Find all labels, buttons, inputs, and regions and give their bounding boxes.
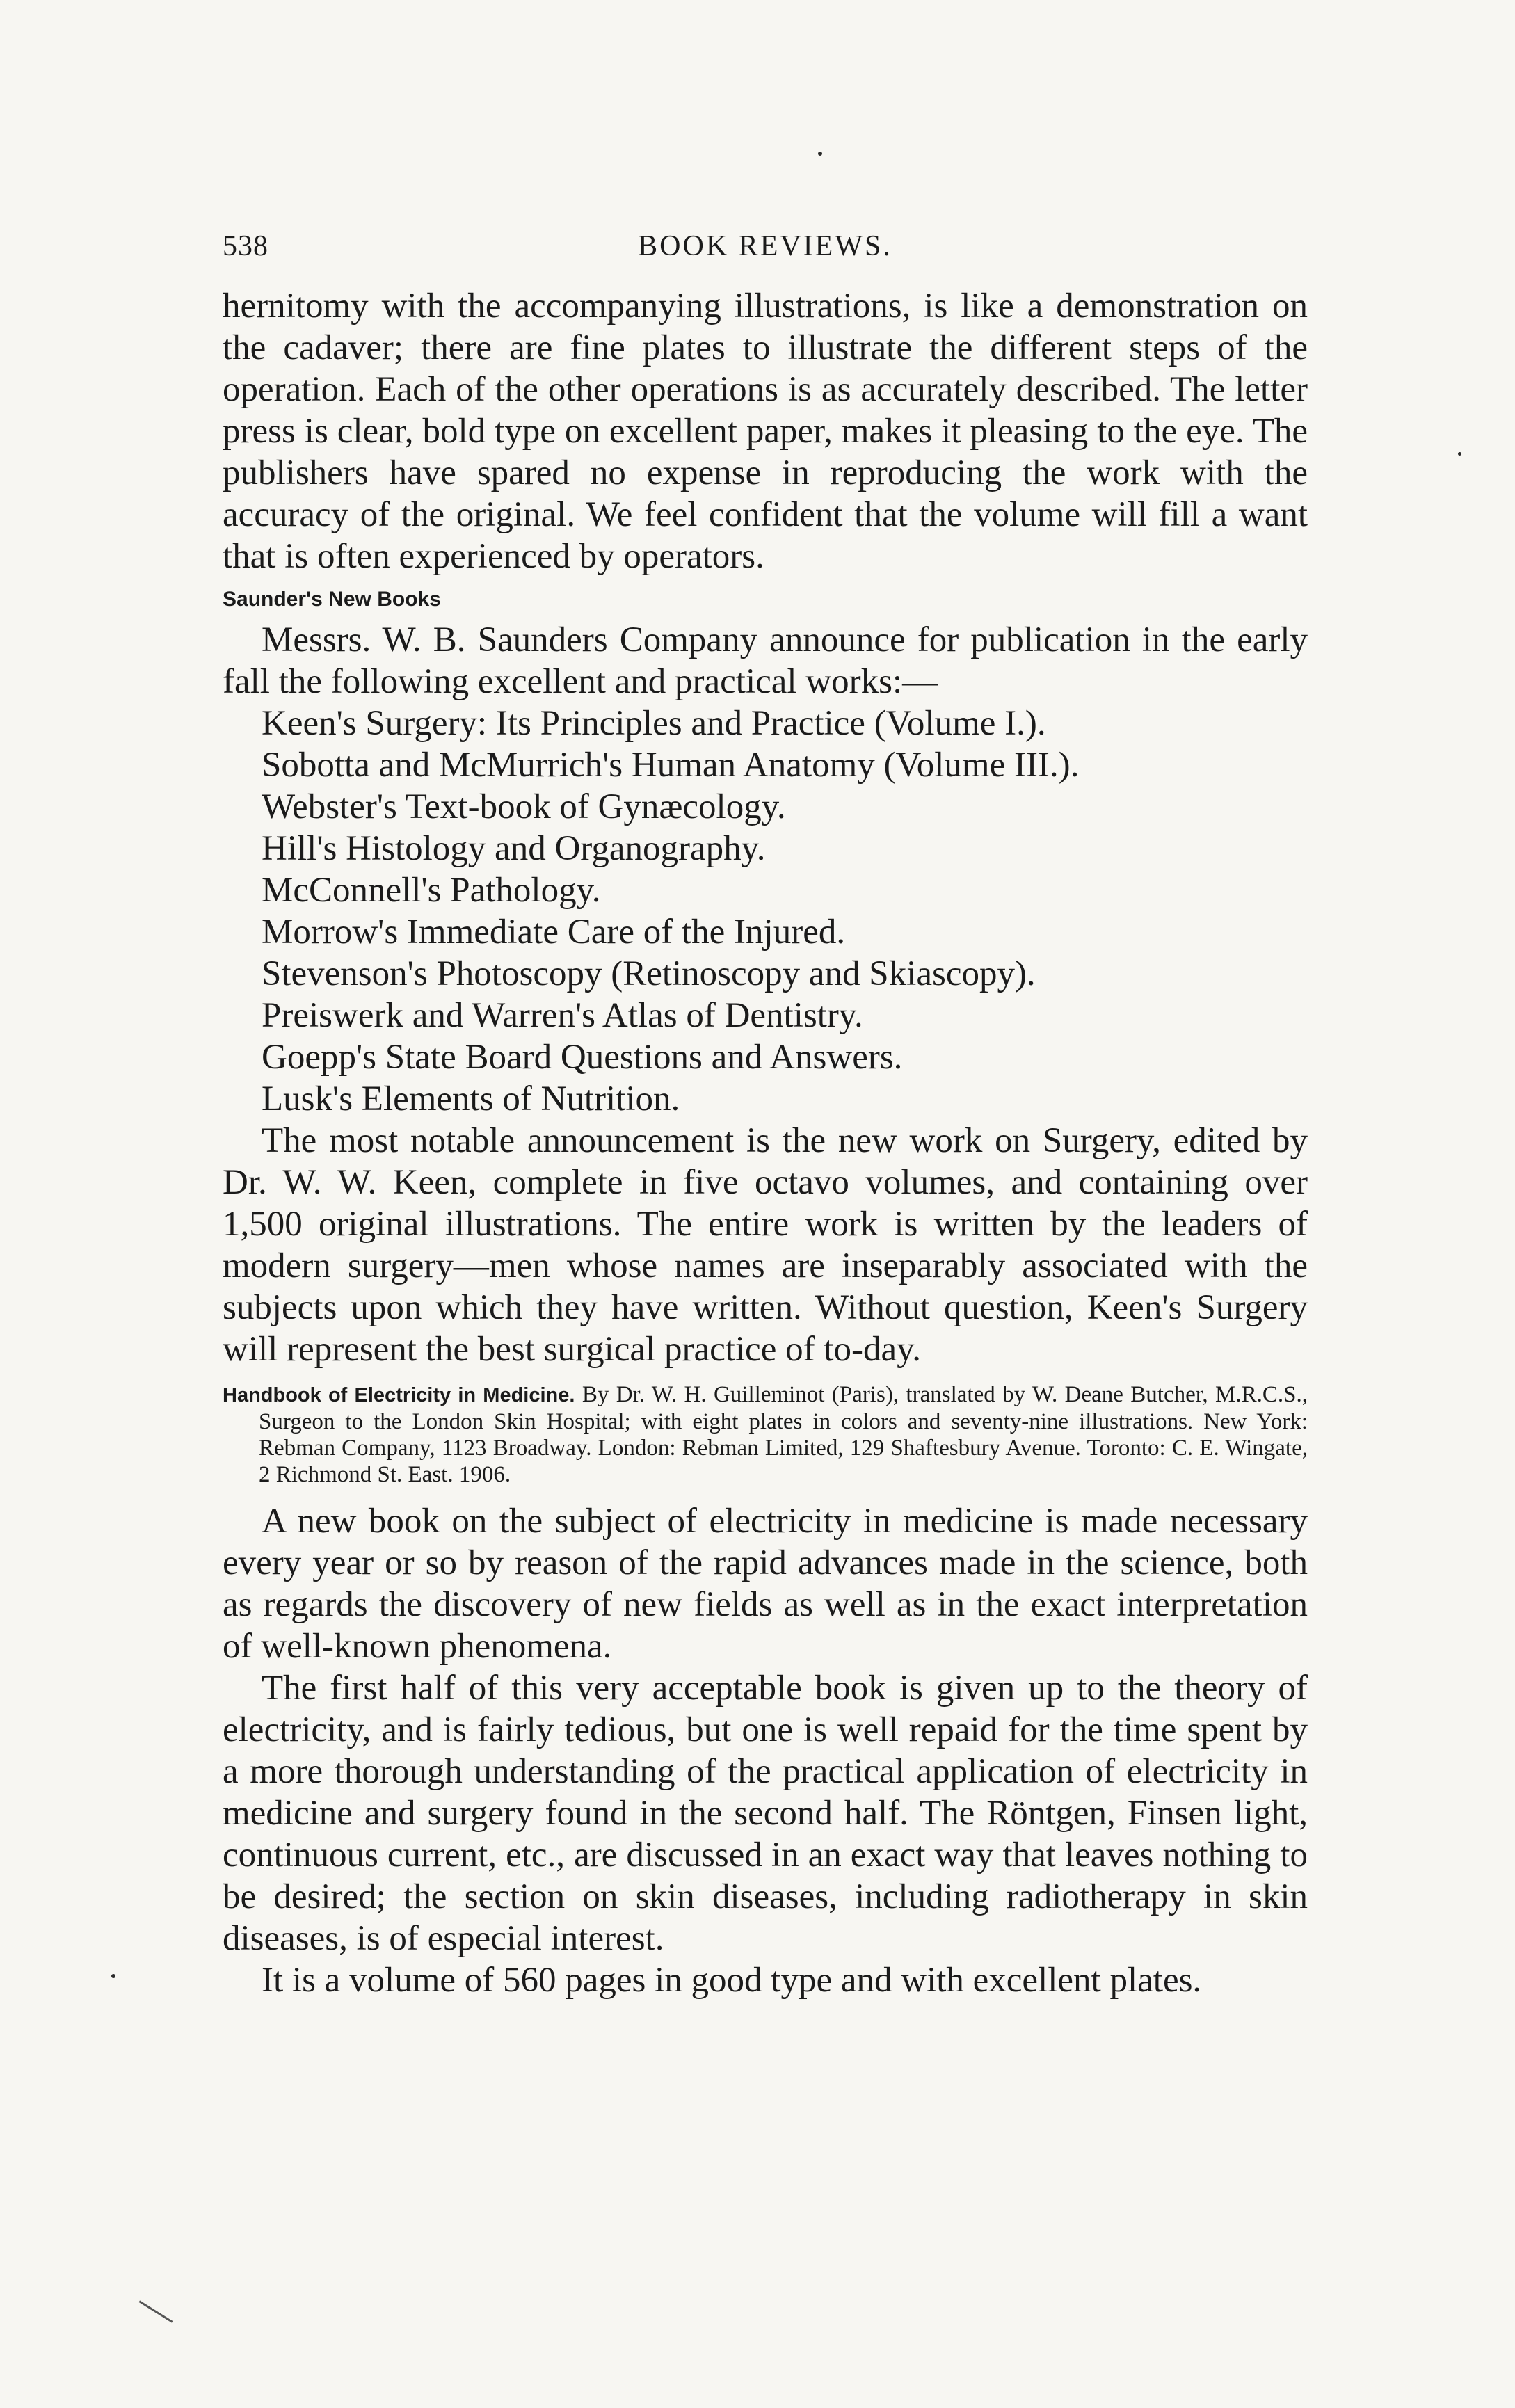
book-list-item: McConnell's Pathology. <box>262 871 601 910</box>
book-list-item: Hill's Histology and Organography. <box>262 829 766 868</box>
review-paragraph: A new book on the subject of electricity in medicine is made necessary every year or so by reason of the rapid advances made in the science, both as regards the discovery of new fields as well as in the exact interpretation of well-known phenomena. <box>223 1502 1308 1666</box>
book-list-item: Sobotta and McMurrich's Human Anatomy (Volume III.). <box>262 746 1080 785</box>
handbook-citation-details: By Dr. W. H. Guilleminot (Paris), translated by W. Deane Butcher, M.R.C.S., Surgeon to the London Skin Hospital; with eight plates in colors and seventy-nine illustrations. New York: Rebman Company, 1123 Broadway. London: Rebman Limited, 129 Shaftesbury Avenue. Toronto: C. E. Wingate, 2 Richmond St. East. 1906. <box>259 1382 1308 1487</box>
book-list-item: Webster's Text-book of Gynæcology. <box>262 787 786 826</box>
book-list-item: Goepp's State Board Questions and Answers. <box>262 1038 903 1077</box>
page-number: 538 <box>223 230 268 262</box>
page-header <box>223 230 1308 285</box>
saunders-heading: Saunder's New Books <box>223 588 441 611</box>
review-paragraph: The first half of this very acceptable book is given up to the theory of electricity, and is fairly tedious, but one is well repaid for the time spent by a more thorough understanding of the practical application of electricity in medicine and surgery found in the second half. The Röntgen, Finsen light, continuous current, etc., are discussed in an exact way that leaves nothing to be desired; the section on skin diseases, including radiotherapy in skin diseases, is of especial interest. <box>223 1669 1308 1958</box>
book-list-item: Keen's Surgery: Its Principles and Practice (Volume I.). <box>262 704 1046 743</box>
scan-speck <box>138 2300 173 2322</box>
scan-mark <box>1458 452 1461 456</box>
book-list-item: Morrow's Immediate Care of the Injured. <box>262 913 846 952</box>
book-list-item: Stevenson's Photoscopy (Retinoscopy and Skiascopy). <box>262 954 1036 993</box>
book-page <box>223 230 1308 2001</box>
saunders-announcement: Messrs. W. B. Saunders Company announce for publication in the early fall the following excellent and practical works:— <box>223 620 1308 701</box>
scan-mark <box>818 152 822 156</box>
handbook-title: Handbook of Electricity in Medicine. <box>223 1384 575 1406</box>
book-list-item: Lusk's Elements of Nutrition. <box>262 1079 680 1118</box>
intro-paragraph: hernitomy with the accompanying illustrations, is like a demonstration on the cadaver; there are fine plates to illustrate the different steps of the operation. Each of the other operations is as accurately described. The letter press is clear, bold type on excellent paper, makes it pleasing to the eye. The publishers have spared no expense in reproducing the work with the accuracy of the original. We feel confident that the volume will fill a want that is often experienced by operators. <box>223 287 1308 576</box>
review-paragraph: It is a volume of 560 pages in good type and with excellent plates. <box>262 1961 1202 2000</box>
running-title: BOOK REVIEWS. <box>638 230 892 262</box>
book-list-item: Preiswerk and Warren's Atlas of Dentistry. <box>262 996 863 1035</box>
keen-surgery-paragraph: The most notable announcement is the new work on Surgery, edited by Dr. W. W. Keen, complete in five octavo volumes, and containing over 1,500 original illustrations. The entire work is written by the leaders of modern surgery—men whose names are inseparably associated with the subjects upon which they have written. Without question, Keen's Surgery will represent the best surgical practice of to-day. <box>223 1121 1308 1369</box>
handbook-citation <box>223 1381 1308 1488</box>
scan-mark <box>111 1974 115 1978</box>
book-list <box>223 703 1308 1120</box>
